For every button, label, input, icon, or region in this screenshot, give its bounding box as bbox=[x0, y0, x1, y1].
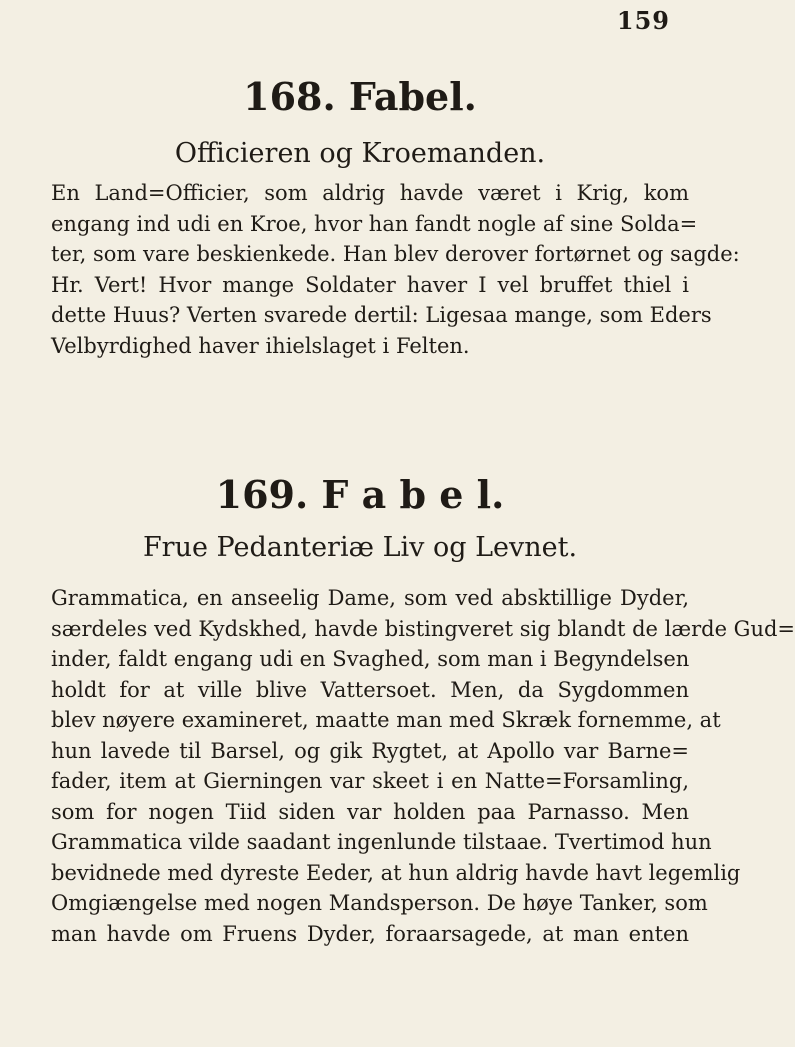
fable-body-168 bbox=[49, 178, 740, 361]
text-line: Grammatica vilde saadant ingenlunde tilstaae. Tvertimod hun bbox=[51, 830, 712, 854]
text-line: Grammatica, en anseelig Dame, som ved absktillige Dyder, bbox=[51, 586, 689, 610]
text-line: holdt for at ville blive Vattersoet. Men, da Sygdommen bbox=[51, 677, 689, 702]
text-line: særdeles ved Kydskhed, havde bistingveret sig blandt de lærde Gud= bbox=[51, 616, 795, 641]
text-line: Omgiængelse med nogen Mandsperson. De høye Tanker, som bbox=[51, 891, 708, 915]
fable-heading-169: 169. F a b e l. bbox=[215, 472, 505, 517]
text-line: Hr. Vert! Hvor mange Soldater haver I vel bruffet thiel i bbox=[51, 272, 689, 297]
text-line: engang ind udi en Kroe, hvor han fandt nogle af sine Solda= bbox=[51, 211, 698, 236]
text-line: bevidnede med dyreste Eeder, at hun aldrig havde havt legemlig bbox=[51, 860, 741, 885]
text-line: blev nøyere examineret, maatte man med Skræk fornemme, at bbox=[51, 708, 721, 732]
text-line: inder, faldt engang udi en Svaghed, som man i Begyndelsen bbox=[51, 647, 690, 671]
text-line: ter, som vare beskienkede. Han blev derover fortørnet og sagde: bbox=[51, 242, 740, 266]
text-line: man havde om Fruens Dyder, foraarsagede, at man enten bbox=[51, 921, 689, 946]
text-line: som for nogen Tiid siden var holden paa Parnasso. Men bbox=[51, 799, 689, 824]
fable-title-168: Officieren og Kroemanden. bbox=[174, 138, 546, 169]
text-line: hun lavede til Barsel, og gik Rygtet, at Apollo var Barne= bbox=[51, 738, 689, 763]
fable-title-169: Frue Pedanteriæ Liv og Levnet. bbox=[142, 532, 578, 563]
page-number: 159 bbox=[616, 6, 670, 35]
fable-heading-168: 168. Fabel. bbox=[243, 74, 477, 119]
text-line: En Land=Officier, som aldrig havde været i Krig, kom bbox=[51, 181, 689, 205]
text-line: Velbyrdighed haver ihielslaget i Felten. bbox=[51, 333, 470, 358]
fable-body-169 bbox=[49, 583, 795, 949]
text-line: fader, item at Gierningen var skeet i en Natte=Forsamling, bbox=[51, 769, 689, 793]
text-line: dette Huus? Verten svarede dertil: Ligesaa mange, som Eders bbox=[51, 303, 712, 327]
